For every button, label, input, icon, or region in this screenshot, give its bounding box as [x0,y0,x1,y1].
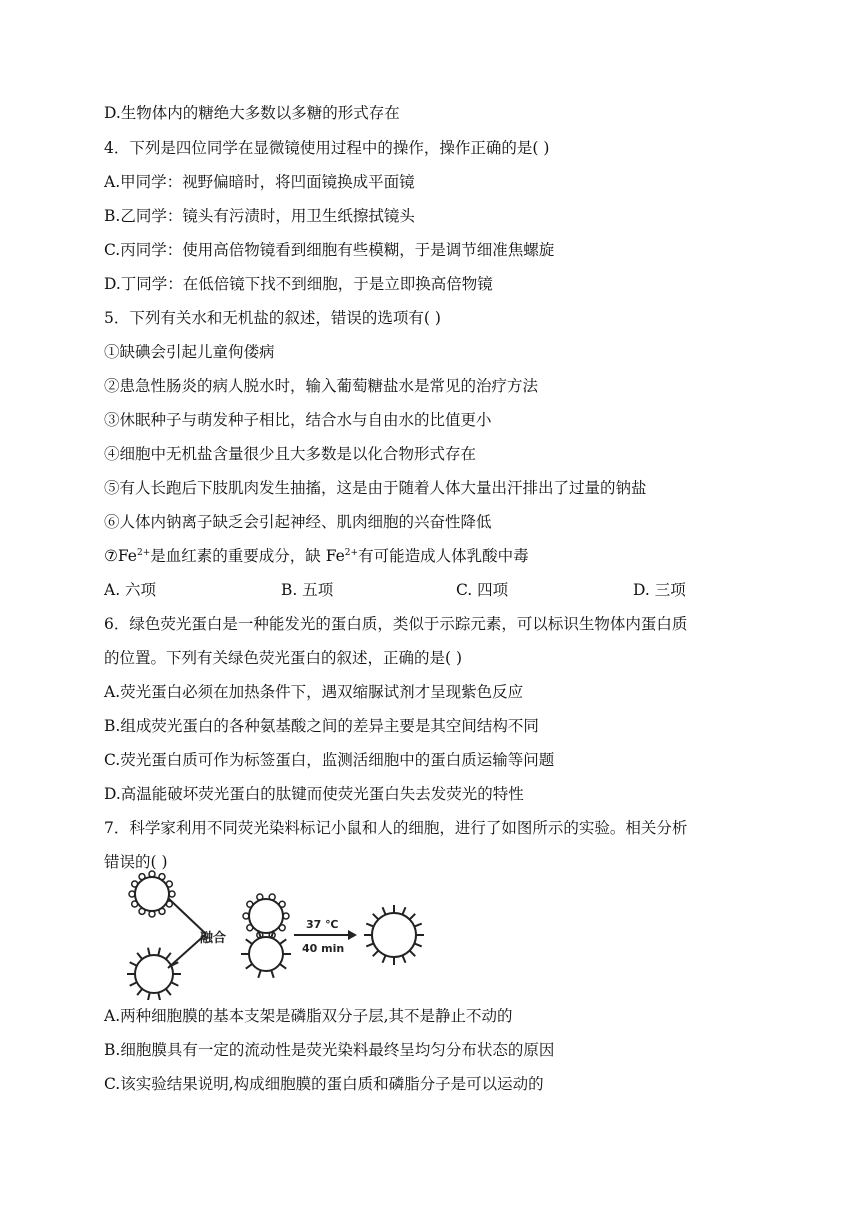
q7-option-b: B.细胞膜具有一定的流动性是荧光染料最终呈均匀分布状态的原因 [104,1041,555,1059]
q6-option-c: C.荧光蛋白质可作为标签蛋白，监测活细胞中的蛋白质运输等问题 [104,751,555,769]
time-label: 40 min [302,942,345,955]
q6-option-a: A.荧光蛋白必须在加热条件下，遇双缩脲试剂才呈现紫色反应 [104,683,524,701]
statement-7-part-2: 是血红素的重要成分，缺 Fe [150,547,345,565]
superscript-charge: 2+ [136,548,151,558]
q5-statement-4: ④细胞中无机盐含量很少且大多数是以化合物形式存在 [104,445,477,463]
question-7-line-2: 错误的( ) [104,853,168,871]
temperature-label: 37 ℃ [306,918,339,931]
arrow-icon [294,930,357,940]
q4-option-a: A.甲同学：视野偏暗时，将凹面镜换成平面镜 [104,173,415,191]
q5-option-a: A. 六项 [104,581,157,599]
q6-option-b: B.组成荧光蛋白的各种氨基酸之间的差异主要是其空间结构不同 [104,717,539,735]
q7-option-a: A.两种细胞膜的基本支架是磷脂双分子层,其不是静止不动的 [104,1007,513,1025]
question-6-line-2: 的位置。下列有关绿色荧光蛋白的叙述，正确的是( ) [104,649,463,667]
statement-7-part-3: 有可能造成人体乳酸中毒 [358,547,529,565]
q5-statement-3: ③休眠种子与萌发种子相比，结合水与自由水的比值更小 [104,411,492,429]
q5-option-b: B. 五项 [281,581,334,599]
human-cell-icon [127,948,181,1000]
question-7-line-1: 7．科学家利用不同荧光染料标记小鼠和人的细胞，进行了如图所示的实验。相关分析 [104,819,688,837]
q3-option-d: D.生物体内的糖绝大多数以多糖的形式存在 [104,104,400,122]
q5-option-d: D. 三项 [633,581,686,599]
q5-statement-7 [104,545,529,567]
q4-option-c: C.丙同学：使用高倍物镜看到细胞有些模糊，于是调节细准焦螺旋 [104,241,555,259]
fused-cell-icon [241,894,291,978]
question-5: 5．下列有关水和无机盐的叙述，错误的选项有( ) [104,309,441,327]
q5-statement-1: ①缺碘会引起儿童佝偻病 [104,343,275,361]
q6-option-d: D.高温能破坏荧光蛋白的肽键而使荧光蛋白失去发荧光的特性 [104,785,524,803]
q5-statement-6: ⑥人体内钠离子缺乏会引起神经、肌肉细胞的兴奋性降低 [104,513,492,531]
q5-statement-2: ②患急性肠炎的病人脱水时，输入葡萄糖盐水是常见的治疗方法 [104,377,539,395]
mouse-cell-icon [129,871,175,917]
mixed-cell-icon [364,905,424,965]
q5-statement-5: ⑤有人长跑后下肢肌肉发生抽搐，这是由于随着人体大量出汗排出了过量的钠盐 [104,479,647,497]
superscript-charge: 2+ [344,548,359,558]
fusion-label: 融合 [200,931,227,946]
q7-option-c: C.该实验结果说明,构成细胞膜的蛋白质和磷脂分子是可以运动的 [104,1075,544,1093]
q5-option-c: C. 四项 [456,581,509,599]
statement-7-part-1: ⑦Fe [104,547,137,565]
q4-option-d: D.丁同学：在低倍镜下找不到细胞，于是立即换高倍物镜 [104,275,493,293]
question-6-line-1: 6．绿色荧光蛋白是一种能发光的蛋白质，类似于示踪元素，可以标识生物体内蛋白质 [104,615,688,633]
q4-option-b: B.乙同学：镜头有污渍时，用卫生纸擦拭镜头 [104,207,415,225]
cell-fusion-figure [124,870,436,1000]
question-4: 4．下列是四位同学在显微镜使用过程中的操作，操作正确的是( ) [104,139,550,157]
